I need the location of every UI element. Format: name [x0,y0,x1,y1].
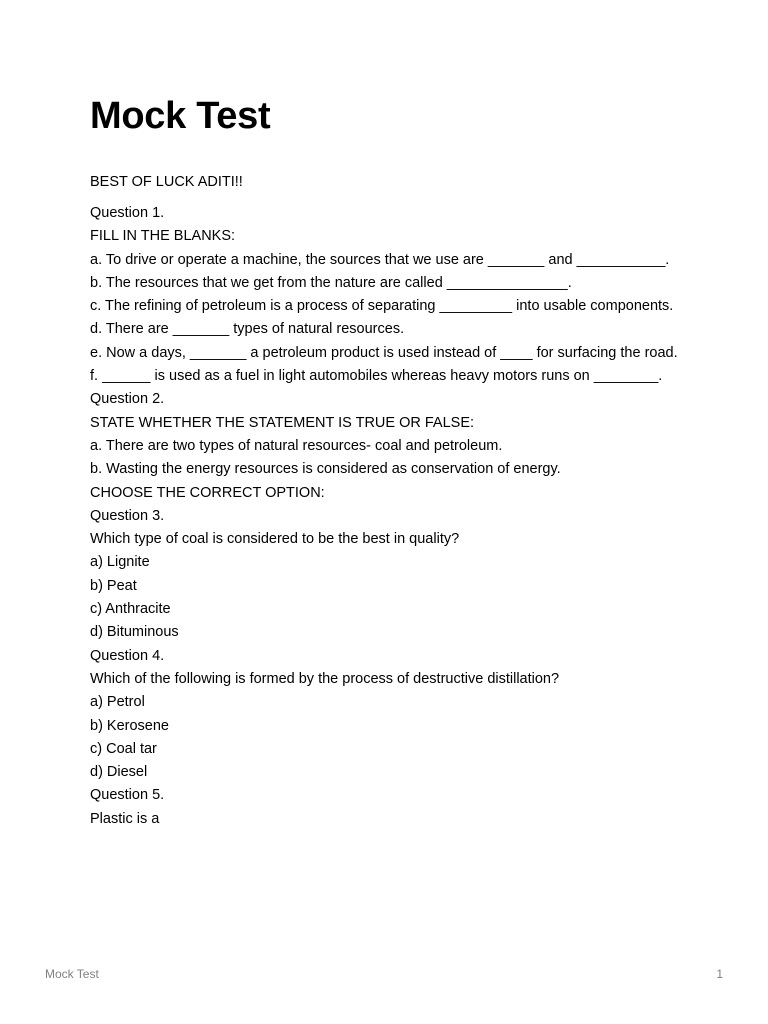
question-2b: b. Wasting the energy resources is considered as conservation of energy. [90,461,561,478]
question-1d: d. There are _______ types of natural resources. [90,321,405,338]
question-5-heading: Question 5. [90,787,165,804]
question-2a: a. There are two types of natural resources- coal and petroleum. [90,437,503,454]
page-title: Mock Test [90,95,271,137]
question-4-option-d: d) Diesel [90,764,148,781]
question-3-text: Which type of coal is considered to be the best in quality? [90,531,460,548]
question-3-option-b: b) Peat [90,577,137,594]
greeting-text: BEST OF LUCK ADITI!! [90,174,243,190]
question-1c: c. The refining of petroleum is a process of separating _________ into usable components. [90,298,674,315]
question-1e: e. Now a days, _______ a petroleum product is used instead of ____ for surfacing the road. [90,344,678,361]
question-4-option-a: a) Petrol [90,694,145,711]
footer-title: Mock Test [45,967,99,981]
question-1f: f. ______ is used as a fuel in light automobiles whereas heavy motors runs on ________. [90,368,663,385]
question-4-text: Which of the following is formed by the process of destructive distillation? [90,670,560,687]
question-3-heading: Question 3. [90,507,165,524]
question-5-text: Plastic is a [90,810,160,827]
question-3-option-a: a) Lignite [90,554,150,571]
question-4-heading: Question 4. [90,647,165,664]
question-4-option-c: c) Coal tar [90,740,157,757]
section-fill-blanks-heading: FILL IN THE BLANKS: [90,228,236,245]
footer-page-number: 1 [716,967,723,981]
question-3-option-d: d) Bituminous [90,624,179,641]
question-1a: a. To drive or operate a machine, the sources that we use are _______ and ___________. [90,251,670,268]
section-true-false-heading: STATE WHETHER THE STATEMENT IS TRUE OR FALSE: [90,414,475,431]
question-2-heading: Question 2. [90,391,165,408]
question-4-option-b: b) Kerosene [90,717,169,734]
question-3-option-c: c) Anthracite [90,601,171,618]
question-1b: b. The resources that we get from the nature are called _______________. [90,274,572,291]
section-choose-option-heading: CHOOSE THE CORRECT OPTION: [90,484,325,501]
question-content [90,202,680,831]
question-1-heading: Question 1. [90,205,165,221]
